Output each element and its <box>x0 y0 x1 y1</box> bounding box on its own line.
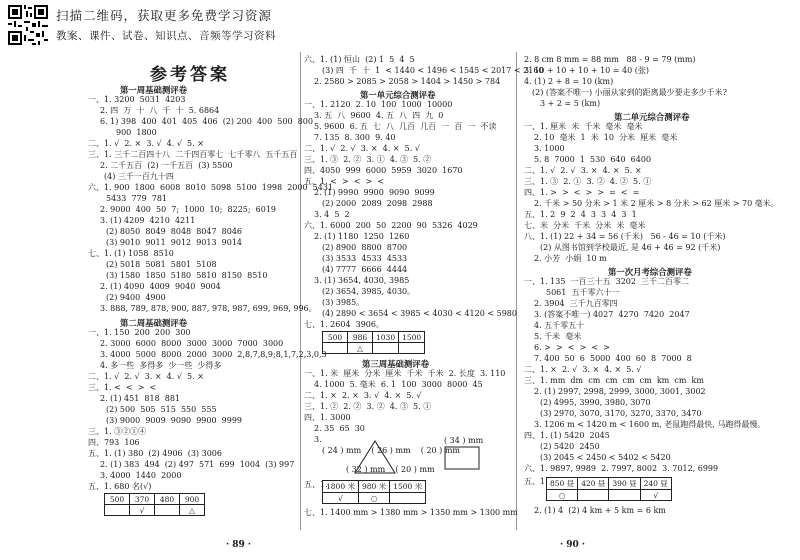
table-cell: ○ <box>547 490 578 501</box>
table-cell: √ <box>640 490 671 501</box>
table-cell: 900 <box>180 494 205 505</box>
answer-line: 2. (1) 1180 1250 1260 <box>314 232 410 241</box>
answer-line: 三、1. 三千二百四十八 二千四百零七 七千零八 五千五百 <box>88 150 298 159</box>
answer-line: 二、1. × 2. √ 3. × 4. × 5. √ <box>524 365 642 374</box>
table-cell: 480 <box>155 494 180 505</box>
table-cell <box>609 490 640 501</box>
table-cell: √ <box>130 505 155 516</box>
table-cell: 1500 <box>399 332 425 343</box>
figure-measure-labels: ( 24 ) mm ( 26 ) mm ( 20 ) mm <box>322 446 461 455</box>
answer-line: 2. 二千五百 (2) 一千五百 (3) 5500 <box>100 161 233 170</box>
qr-code[interactable] <box>6 3 50 47</box>
answer-line: 六、1. 9897, 9989 2. 7997, 8002 3. 7012, 6999 <box>524 464 719 473</box>
answer-line: 3. 4000 5000 8000 2000 3000 2,8,7,8,9;8,1,7,2,3,0,3 <box>100 350 327 359</box>
answer-line: 七、1. 2604 3906。 <box>304 320 384 329</box>
column-divider <box>516 52 517 530</box>
answer-table <box>322 331 425 354</box>
answer-line: 四、1. (1) 5420 2045 <box>524 431 610 440</box>
answer-line: 一、1. 135 一百三十五 3202 三千二百零二 <box>524 277 690 286</box>
answer-line: 四、793 106 <box>88 438 140 447</box>
answer-line: 2. 小芳 小娟 10 m <box>534 254 607 263</box>
page-number: · 89 · <box>226 540 252 550</box>
header-promo-line2: 教案、课件、试卷、知识点、音频等学习资料 <box>56 30 276 42</box>
answer-line: 2. 10 毫米 1 米 10 分米 厘米 毫米 <box>534 133 678 142</box>
answer-line: 2. 35 65 30 <box>314 424 365 433</box>
answer-line: 3. 10 + 10 + 10 + 10 = 40 (张) <box>524 66 650 75</box>
header-promo-line1: 扫描二维码，获取更多免费学习资源 <box>56 8 273 23</box>
answer-line: 六、1. 6000 200 50 2200 90 5326 4029 <box>304 221 478 230</box>
answer-line: 6. 1) 398 400 401 405 406 (2) 200 400 500 800 <box>100 117 313 126</box>
answer-line: 三、1. ② 2. ② 3. ② 4. ③ 5. ① <box>304 402 432 411</box>
answer-line: (3) 3533 4533 4533 <box>322 254 408 263</box>
qr-code-image <box>6 3 50 47</box>
table-cell: △ <box>180 505 205 516</box>
answer-line: 4. 1000 5. 毫米 6. 1 100 3000 8000 45 <box>314 380 483 389</box>
answer-line: 2. (1) 9990 9900 9090 9099 <box>314 188 435 197</box>
answer-line: 二、1. √ 2. √ 3. × 4. × 5. × <box>524 166 642 175</box>
answer-line: 3. 1206 m < 1420 m < 1600 m, 老鼠跑得最快, 马跑得最慢。 <box>534 420 766 429</box>
answer-line: 2. (1) 4090 4009 9040 9004 <box>100 282 221 291</box>
answer-line: 2. 四 万 十 八 千 十 5. 6864 <box>100 106 220 115</box>
answer-line: 三、1. ③②①④ <box>88 427 147 436</box>
answer-line: 五、1. <box>304 480 328 489</box>
section-heading: 第二单元综合测评卷 <box>614 112 690 122</box>
table-cell <box>578 490 609 501</box>
answer-table <box>322 480 426 504</box>
answer-line: (3) 9000 9009 9090 9900 9999 <box>106 416 243 425</box>
answer-line: 五、1. < > < > < <box>304 177 385 186</box>
answer-line: 2. 2580 > 2085 > 2058 > 1404 > 1450 > 784 <box>314 77 501 86</box>
table-cell <box>399 343 425 354</box>
answer-line: 3. <box>314 435 322 444</box>
answer-line: 六、1. 900 1800 6008 8010 5098 5100 1998 2000 5431 <box>88 183 334 192</box>
answer-line: 三、1. ③ 2. ① 3. ② 4. ② 5. ① <box>524 177 652 186</box>
answer-line: (3) 2045 < 2450 < 5402 < 5420 <box>540 453 671 462</box>
figure-measure-labels: ( 32 ) mm ( 20 ) mm <box>346 465 435 474</box>
answer-line: 2. (1) 383 494 (2) 497 571 699 1004 (3) 997 <box>100 460 295 469</box>
answer-line: (2) 8050 8049 8048 8047 8046 <box>106 227 243 236</box>
answer-line: 五、1. (1) 380 (2) 4906 (3) 3006 <box>88 449 222 458</box>
answer-line: 五、1. 680 名(√) <box>88 482 152 491</box>
answer-line: 五、1. 2 9 2 4 3 3 4 3 1 <box>524 210 637 219</box>
answer-line: (2) 3654, 3985, 4030。 <box>322 287 416 296</box>
answer-line: (2) 2000 2089 2098 2988 <box>322 199 433 208</box>
answer-line: 三、1. < < > < <box>88 383 157 392</box>
answer-line: 3. 五 八 9600 4. 五 八 四 九 0 <box>314 111 444 120</box>
answer-line: 四、1. 3000 <box>304 413 351 422</box>
table-cell: √ <box>323 493 359 504</box>
answer-line: 一、1. 3200 5031 4203 <box>88 95 186 104</box>
answer-line: 二、1. √ 2. × 3. √ 4. √ 5. × <box>88 139 204 148</box>
answer-line: 七、米 分米 千米 分米 米 毫米 <box>524 221 646 230</box>
table-cell: 1500 米 <box>390 481 426 493</box>
answer-line: 二、1. √ 2. √ 3. × 4. × 5. √ <box>304 144 420 153</box>
answer-line: 2. 3000 6000 8000 3000 3000 7000 3000 <box>100 339 284 348</box>
answer-table <box>104 493 205 516</box>
figure-measure-label: ( 34 ) mm <box>444 436 484 445</box>
answer-line: 5. 8 7000 1 530 640 6400 <box>534 155 652 164</box>
table-cell: 980 米 <box>358 481 389 493</box>
answer-line: 六、1. (1) 恒山 (2) 1 5 4 5 <box>304 55 415 64</box>
answer-line: 900 1800 <box>116 128 157 137</box>
table-cell: ○ <box>358 493 389 504</box>
page-number: · 90 · <box>560 540 586 550</box>
answer-line: 2. 3904 三千九百零四 <box>534 299 618 308</box>
answer-line: 5. 千米 毫米 <box>534 332 582 341</box>
answer-line: 3. 4000 1440 2000 <box>100 471 182 480</box>
answer-line: (2) 5420 2450 <box>540 442 600 451</box>
answer-line: 五、1. <box>524 477 548 486</box>
answer-line: (4) 7777 6666 4444 <box>322 265 408 274</box>
answer-line: 3 + 2 = 5 (km) <box>540 99 601 108</box>
answer-line: 2. (1) 2997, 2998, 2999, 3000, 3001, 3002 <box>534 387 706 396</box>
answer-line: 2. (1) 451 818 881 <box>100 394 181 403</box>
table-cell: 390 昼 <box>609 478 640 490</box>
answer-line: (3) 3985。 <box>322 298 365 307</box>
answer-line: 四、1. > > < > > = < = <box>524 188 640 197</box>
answer-line: 三、1. mm dm cm cm cm cm km cm km <box>524 376 704 385</box>
answer-line: 三、1. ③ 2. ② 3. ① 4. ③ 5. ② <box>304 155 432 164</box>
section-heading: 第一周基础测评卷 <box>120 85 187 95</box>
answer-line: 七、1. 1400 mm > 1380 mm > 1350 mm > 1300 mm <box>304 508 518 517</box>
answer-line: 3. (1) 3654, 4030, 3985 <box>314 276 410 285</box>
table-cell: 986 <box>348 332 373 343</box>
answer-line: 3. (答案不唯一) 4027 4270 7420 2047 <box>534 310 690 319</box>
answer-line: (4) 三千一百九十四 <box>104 172 174 181</box>
answer-line: 二、1. √ 2. √ 3. × 4. √ 5. × <box>88 372 204 381</box>
answer-line: (3) 9010 9011 9012 9013 9014 <box>106 238 243 247</box>
table-cell <box>373 343 399 354</box>
answer-line: 八、1. (1) 22 + 34 = 56 (千米) 56 - 46 = 10 (千米) <box>524 232 726 241</box>
answer-line: (3) 2970, 3070, 3170, 3270, 3370, 3470 <box>540 409 702 418</box>
table-cell: 1030 <box>373 332 399 343</box>
answer-line: (2) 9400 4900 <box>106 293 166 302</box>
answer-line: 4. 多一些 多得多 少一些 少得多 <box>100 361 222 370</box>
answer-line: 4. (1) 2 + 8 = 10 (km) <box>524 77 614 86</box>
table-cell: 500 <box>105 494 130 505</box>
answer-line: (2) 从图书馆到学校最近, 是 46 + 46 = 92 (千米) <box>540 243 721 252</box>
answer-line: 一、1. 厘米 米 千米 毫米 毫米 <box>524 122 643 131</box>
answer-line: 一、1. 2120 2. 10 100 1000 10000 <box>304 100 453 109</box>
answer-line: (4) 2890 < 3654 < 3985 < 4030 < 4120 < 5980 <box>322 309 517 318</box>
table-cell: 1800 米 <box>323 481 359 493</box>
answer-line: 4. 五千零五十 <box>534 321 585 330</box>
table-cell <box>105 505 130 516</box>
section-heading: 第二周基础测评卷 <box>120 318 187 328</box>
answer-line: (3) 1580 1850 5180 5810 8150 8510 <box>106 271 268 280</box>
answer-line: 3. (1) 4209 4210 4211 <box>100 216 196 225</box>
page-title: 参考答案 <box>150 65 230 85</box>
answer-line: 5061 五千零六十一 <box>546 288 620 297</box>
table-cell <box>390 493 426 504</box>
answer-line: (3) 四 千 十 1 < 1440 < 1496 < 1545 < 2017 < 2160 <box>322 66 544 75</box>
answer-line: 七、1. (1) 1058 8510 <box>88 249 174 258</box>
table-cell: 500 <box>323 332 348 343</box>
answer-line: 7. 400 50 6 5000 400 60 8 7000 8 <box>534 354 692 363</box>
table-cell: △ <box>348 343 373 354</box>
answer-line: 2. 9000 400 50 7; 1000 10; 8225; 6019 <box>100 205 277 214</box>
answer-line: 7. 135 8. 300 9. 40 <box>314 133 396 142</box>
answer-line: (2) 8900 8800 8700 <box>322 243 408 252</box>
table-cell: 370 <box>130 494 155 505</box>
answer-line: 2. 8 cm 8 mm = 88 mm 88 - 9 = 79 (mm) <box>524 55 696 64</box>
answer-table <box>546 477 672 501</box>
answer-line: (2) 4995, 3990, 3980, 3070 <box>540 398 651 407</box>
section-heading: 第一次月考综合测评卷 <box>608 267 692 277</box>
table-cell <box>155 505 180 516</box>
answer-line: 一、1. 米 厘米 分米 厘米 千米 千米 2. 长度 3. 110 <box>304 369 506 378</box>
answer-line: (2) 500 505 515 550 555 <box>106 405 217 414</box>
answer-line: (2) 5018 5081 5801 5108 <box>106 260 217 269</box>
answer-line: 一、1. 150 200 200 300 <box>88 328 191 337</box>
answer-line: (2) (答案不唯一) 小丽从家到的距离最少要走多少千米? <box>532 88 727 97</box>
table-cell <box>323 343 348 354</box>
section-heading: 第一单元综合测评卷 <box>360 90 436 100</box>
table-cell: 850 昼 <box>547 478 578 490</box>
answer-line: 2. (1) 4 (2) 4 km + 5 km = 6 km <box>534 506 666 515</box>
answer-line: 5433 779 781 <box>106 194 168 203</box>
answer-line: 3. 1000 <box>534 144 565 153</box>
answer-line: 5. 9600 6. 五 七 八 几百 几百 一 百 一 不读 <box>314 122 497 131</box>
table-cell: 420 昼 <box>578 478 609 490</box>
answer-line: 四、4050 999 6000 5959 3020 1670 <box>304 166 463 175</box>
section-heading: 第三周基础测评卷 <box>362 359 429 369</box>
answer-line: 3. 4 5 2 <box>314 210 350 219</box>
answer-line: 3. 888, 789, 878, 900, 887, 978, 987, 699, 969, 996。 <box>100 304 317 313</box>
answer-line: 二、1. × 2. × 3. √ 4. × 5. √ <box>304 391 422 400</box>
answer-line: 6. > > < > < > <box>534 343 610 352</box>
answer-line: 2. 千米 > 50 分米 > 1 米 2 厘米 > 8 分米 > 62 厘米 > 70 毫米。 <box>534 199 779 208</box>
table-cell: 240 昼 <box>640 478 671 490</box>
